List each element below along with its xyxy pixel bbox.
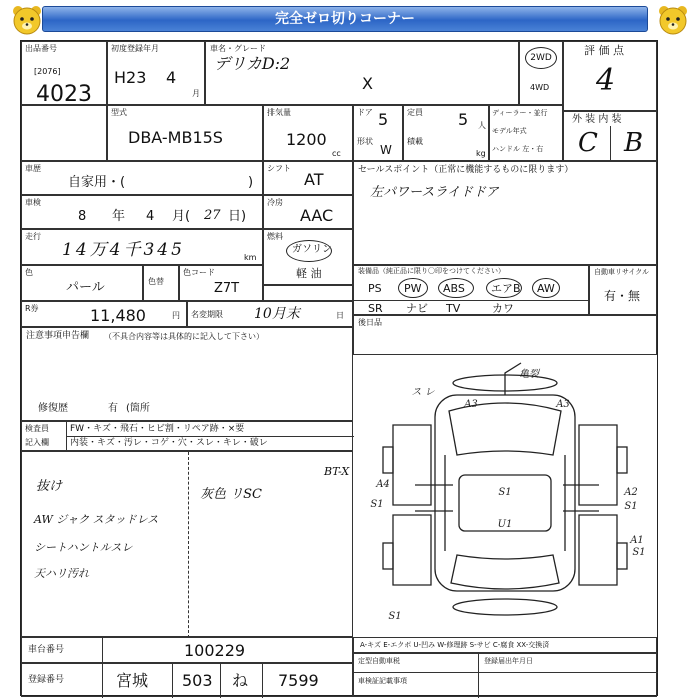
fuel-label: 燃料 (267, 232, 283, 241)
score-value: 4 (596, 63, 616, 98)
type-value: DBA-MB15S (128, 128, 223, 147)
displacement-unit: cc (332, 149, 341, 158)
mark-s1-center: S1 (498, 487, 512, 498)
name-change-box (187, 301, 353, 327)
header-bar (0, 0, 700, 40)
repair-place: (箇所 (126, 403, 150, 414)
color-value: パール (66, 280, 105, 295)
equip-abs: ABS (443, 282, 465, 295)
mark-s1-right: S1 (624, 501, 638, 512)
equip-aw: AW (537, 282, 555, 295)
inspection-getsu: 月( (172, 209, 191, 224)
usage-box (21, 161, 263, 195)
handwritten-box (21, 451, 353, 637)
mileage-label: 走行 (25, 232, 41, 241)
doors-box (353, 105, 403, 161)
inspection-nichi: 日) (228, 209, 247, 224)
inspection-month: 4 (146, 209, 155, 224)
color-box (21, 265, 143, 301)
usage-value: 自家用・( (68, 175, 126, 190)
chassis-label: 車台番号 (28, 645, 65, 655)
lot-box (21, 41, 107, 105)
fuel-gas: ガソリン (292, 244, 332, 255)
mark-s1-right-2: S1 (632, 547, 646, 558)
hw-note-right-1: BT-X (324, 465, 350, 478)
usage-close: ) (248, 175, 254, 190)
mark-a1: A1 (630, 535, 644, 546)
inspection-nen: 年 (112, 209, 126, 224)
hw-note-2: AW ジャク スタッドレス (34, 513, 159, 526)
mark-u1: U1 (497, 519, 513, 530)
color-code-value: Z7T (214, 281, 240, 296)
score-box (563, 41, 657, 111)
inspector-row-1: FW・キズ・飛石・ヒビ割・リペア跡・×要 (70, 424, 245, 434)
hw-note-1: 抜け (36, 479, 63, 494)
bear-mascot-right-icon (656, 3, 690, 37)
legend-text: A-キズ E-エクボ U-凹み W-修理跡 S-サビ C-腐食 XX-交換済 (360, 641, 550, 649)
inspector-box (21, 421, 353, 451)
inspector-row-2: 内装・キズ・汚レ・コゲ・穴・スレ・キレ・破レ (70, 438, 268, 448)
capacity-unit: 人 (478, 121, 486, 130)
inspector-label-2: 記入欄 (25, 438, 49, 447)
plate-region: 宮城 (116, 671, 149, 690)
mark-a4: A4 (376, 479, 390, 490)
model-box (205, 41, 519, 105)
lot-number: 4023 (36, 82, 92, 107)
legend-box (353, 637, 657, 653)
color-code-label: 色コード (183, 268, 215, 277)
r-ken-unit: 円 (172, 311, 180, 320)
plate-kana: ね (232, 671, 249, 690)
capacity-label: 定員 (407, 108, 423, 117)
hw-note-right-2: 灰色 リSC (200, 487, 262, 502)
drive-box (519, 41, 563, 105)
fuel-box (263, 229, 353, 285)
recycle-box (589, 265, 657, 315)
first-reg-month: 4 (166, 68, 177, 87)
blank-strip (263, 285, 353, 301)
color-change-label: 色替 (148, 277, 164, 286)
lot-sub: [2076] (34, 67, 61, 76)
type-box (107, 105, 263, 161)
notes-label: 注意事項申告欄 (26, 331, 90, 341)
inspection-label: 車検 (25, 198, 41, 207)
footer-reg-date-label: 登録届出年月日 (484, 657, 533, 665)
inspection-box (21, 195, 263, 229)
dealer-label: ディーラー・並行 (492, 109, 548, 117)
dealer-box (489, 105, 563, 161)
auction-sheet (20, 40, 658, 696)
usage-label: 車歴 (25, 164, 41, 173)
shift-box (263, 161, 353, 195)
mark-a3-right: A3 (556, 399, 570, 410)
repair-label: 修復歴 (38, 403, 68, 414)
recycle-value: 有・無 (604, 289, 641, 303)
capacity-box (403, 105, 489, 161)
first-reg-label: 初度登録年月 (111, 44, 159, 53)
bear-mascot-left-icon (10, 3, 44, 37)
name-change-value: 10月末 (254, 306, 300, 322)
section-banner: 完全ゼロ切りコーナー (42, 6, 648, 32)
mileage-value: 14万4千345 (62, 240, 185, 260)
color-change-box (143, 265, 179, 301)
model-year-label: モデル年式 (492, 127, 527, 135)
notes-box (21, 327, 353, 421)
registration-footer-box (353, 653, 657, 697)
lot-label: 出品番号 (25, 44, 57, 53)
mileage-unit: km (244, 253, 257, 262)
inspector-label-1: 検査員 (25, 424, 49, 433)
equip-airbag: エアB (491, 282, 521, 295)
footer-cert-label: 車検証記載事項 (358, 677, 407, 685)
shift-label: シフト (267, 164, 291, 173)
r-ken-box (21, 301, 187, 327)
doors-value: 5 (378, 110, 389, 129)
car-outline-icon (353, 355, 657, 637)
equip-pw: PW (404, 282, 422, 295)
footer-tax-label: 定型自動車税 (358, 657, 400, 665)
shape-value: W (380, 143, 392, 157)
load-label: 積載 (407, 137, 423, 146)
shape-label: 形状 (357, 137, 373, 146)
color-code-box (179, 265, 263, 301)
mark-a3-left: A3 (464, 399, 478, 410)
inspection-day: 27 (204, 208, 221, 223)
equip-leather: カワ (492, 302, 514, 315)
doors-label: ドア (357, 108, 373, 117)
mark-scratch: ス レ (411, 387, 435, 398)
plate-number: 7599 (278, 671, 319, 690)
fuel-diesel: 軽 油 (296, 267, 322, 280)
recycle-label: 自動車リサイクル (594, 268, 650, 276)
plate-label: 登録番号 (28, 675, 65, 685)
first-reg-box (107, 41, 205, 105)
model-label: 車名・グレード (210, 44, 266, 53)
ext-int-box (563, 111, 657, 161)
handle-label: ハンドル 左・右 (492, 145, 544, 153)
hw-note-4: 天ハリ汚れ (34, 567, 89, 580)
ac-label: 冷房 (267, 198, 283, 207)
color-label: 色 (25, 268, 33, 277)
equip-navi: ナビ (406, 302, 428, 315)
after-day-box (353, 315, 657, 355)
repair-value: 有 (108, 403, 118, 414)
capacity-value: 5 (458, 110, 469, 129)
model-grade: X (362, 74, 373, 93)
first-reg-year: H23 (114, 68, 147, 87)
drive-4wd: 4WD (530, 83, 550, 92)
mark-s1-bottom: S1 (388, 611, 402, 622)
plate-class: 503 (182, 671, 213, 690)
after-day-label: 後日品 (358, 318, 382, 327)
sales-point-text: 左パワースライドドア (370, 185, 499, 200)
plate-box (21, 663, 353, 697)
load-unit: kg (476, 149, 486, 158)
displacement-label: 排気量 (267, 108, 291, 117)
name-change-unit: 日 (336, 311, 344, 320)
ac-value: AAC (300, 206, 334, 225)
type-label: 型式 (111, 108, 127, 117)
mark-crack: 亀裂 (519, 369, 539, 380)
displacement-value: 1200 (286, 130, 327, 149)
mileage-box (21, 229, 263, 265)
hw-note-3: シートハントルスレ (34, 541, 133, 554)
name-change-label: 名変期限 (191, 310, 223, 319)
displacement-box (263, 105, 353, 161)
chassis-box (21, 637, 353, 663)
inspection-year: 8 (78, 209, 87, 224)
equip-sr: SR (368, 302, 383, 315)
equipment-box (353, 265, 589, 315)
model-name: デリカD:2 (214, 54, 291, 73)
exterior-grade: C (578, 128, 598, 158)
mark-a2: A2 (624, 487, 638, 498)
damage-diagram (353, 355, 657, 637)
score-label: 評 価 点 (584, 44, 624, 57)
notes-hint: （不具合内容等は具体的に記入して下さい） (104, 332, 264, 341)
r-ken-value: 11,480 (90, 306, 146, 325)
equip-ps: PS (368, 282, 382, 295)
interior-grade: B (624, 128, 644, 158)
ext-int-label: 外 装 内 装 (572, 114, 622, 125)
blank-box (21, 105, 107, 161)
first-reg-month-unit: 月 (192, 89, 200, 98)
sales-point-label: セールスポイント（正常に機能するものに限ります） (358, 165, 574, 175)
mark-s1-left: S1 (370, 499, 384, 510)
r-ken-label: R券 (25, 304, 39, 313)
chassis-value: 100229 (184, 641, 246, 660)
drive-2wd-circle: 2WD (525, 47, 557, 69)
shift-value: AT (304, 170, 324, 189)
sales-point-box (353, 161, 657, 265)
ac-box (263, 195, 353, 229)
equip-tv: TV (446, 302, 461, 315)
equipment-label: 装備品（純正品に限り〇印をつけてください） (358, 267, 505, 275)
